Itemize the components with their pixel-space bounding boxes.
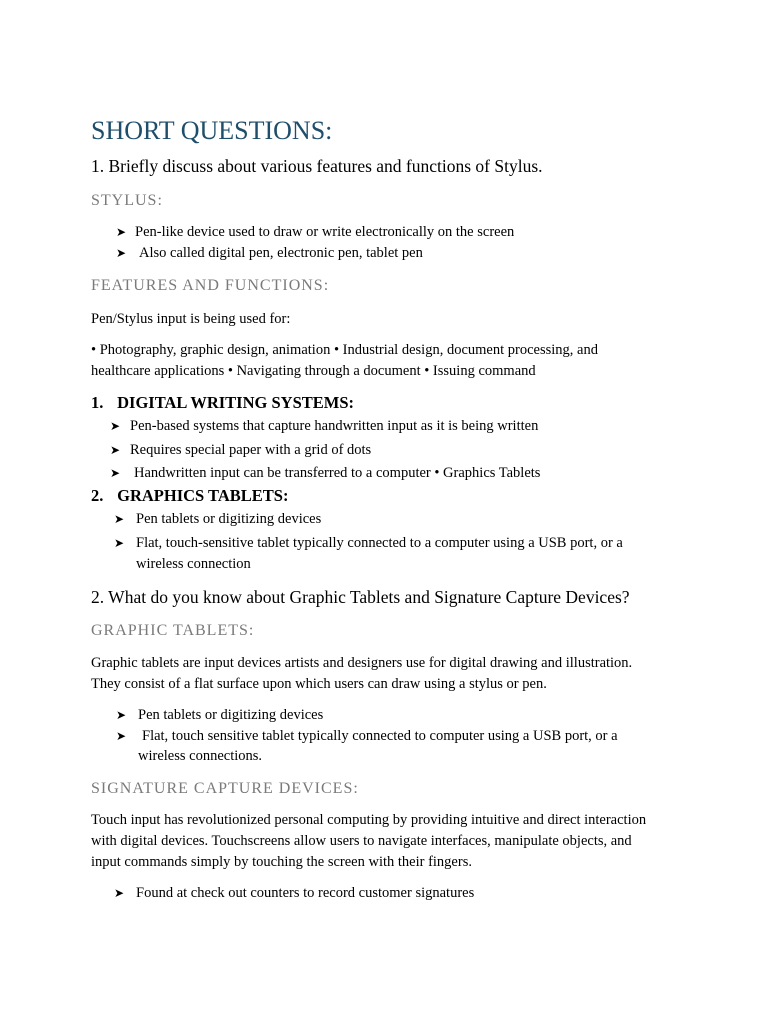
section-heading-features: FEATURES AND FUNCTIONS:	[91, 277, 330, 294]
section-heading-graphic-tablets: GRAPHIC TABLETS:	[91, 622, 255, 639]
arrowhead-bullet-icon: ➤	[110, 443, 121, 457]
list-item: Handwritten input can be transferred to a computer • Graphics Tablets	[134, 465, 541, 481]
list-item-continuation: wireless connection	[136, 556, 251, 572]
heading-text: DIGITAL WRITING SYSTEMS:	[117, 393, 354, 412]
list-item: Flat, touch-sensitive tablet typically connected to a computer using a USB port, or a	[136, 535, 623, 551]
list-item: Pen tablets or digitizing devices	[136, 511, 322, 527]
question-2: 2. What do you know about Graphic Tablets and Signature Capture Devices?	[91, 587, 630, 607]
heading-text: GRAPHICS TABLETS:	[117, 486, 289, 505]
arrowhead-bullet-icon: ➤	[114, 512, 125, 526]
features-list-line: • Photography, graphic design, animation • Industrial design, document processing, and	[91, 342, 598, 358]
question-1: 1. Briefly discuss about various features and functions of Stylus.	[91, 156, 543, 176]
arrowhead-bullet-icon: ➤	[116, 708, 127, 722]
list-item: Requires special paper with a grid of dots	[130, 442, 372, 458]
section-heading-stylus: STYLUS:	[91, 192, 163, 209]
paragraph-line: They consist of a flat surface upon which users can draw using a stylus or pen.	[91, 676, 547, 692]
heading-number: 1.	[91, 393, 104, 412]
features-list-line: healthcare applications • Navigating through a document • Issuing command	[91, 363, 536, 379]
paragraph-line: Graphic tablets are input devices artists and designers use for digital drawing and illustration.	[91, 655, 633, 671]
list-item: Found at check out counters to record customer signatures	[136, 885, 475, 901]
arrowhead-bullet-icon: ➤	[110, 466, 121, 480]
arrowhead-bullet-icon: ➤	[116, 729, 127, 743]
features-intro: Pen/Stylus input is being used for:	[91, 311, 291, 327]
arrowhead-bullet-icon: ➤	[114, 886, 125, 900]
list-item: Pen-like device used to draw or write electronically on the screen	[135, 224, 515, 240]
list-item: Flat, touch sensitive tablet typically connected to computer using a USB port, or a	[142, 728, 618, 744]
arrowhead-bullet-icon: ➤	[110, 419, 121, 433]
list-item: Also called digital pen, electronic pen, tablet pen	[139, 245, 423, 261]
section-heading-signature-capture: SIGNATURE CAPTURE DEVICES:	[91, 780, 359, 797]
paragraph-line: Touch input has revolutionized personal computing by providing intuitive and direct interaction	[91, 812, 647, 828]
heading-number: 2.	[91, 486, 104, 505]
numbered-heading-graphics-tablets	[91, 485, 288, 507]
page-title: SHORT QUESTIONS:	[91, 116, 333, 145]
list-item: Pen-based systems that capture handwritten input as it is being written	[130, 418, 539, 434]
paragraph-line: with digital devices. Touchscreens allow users to navigate interfaces, manipulate objects, and	[91, 833, 632, 849]
list-item-continuation: wireless connections.	[138, 748, 263, 764]
paragraph-line: input commands simply by touching the screen with their fingers.	[91, 854, 472, 870]
arrowhead-bullet-icon: ➤	[116, 225, 127, 239]
list-item: Pen tablets or digitizing devices	[138, 707, 324, 723]
numbered-heading-digital-writing	[91, 392, 354, 414]
arrowhead-bullet-icon: ➤	[116, 246, 127, 260]
arrowhead-bullet-icon: ➤	[114, 536, 125, 550]
